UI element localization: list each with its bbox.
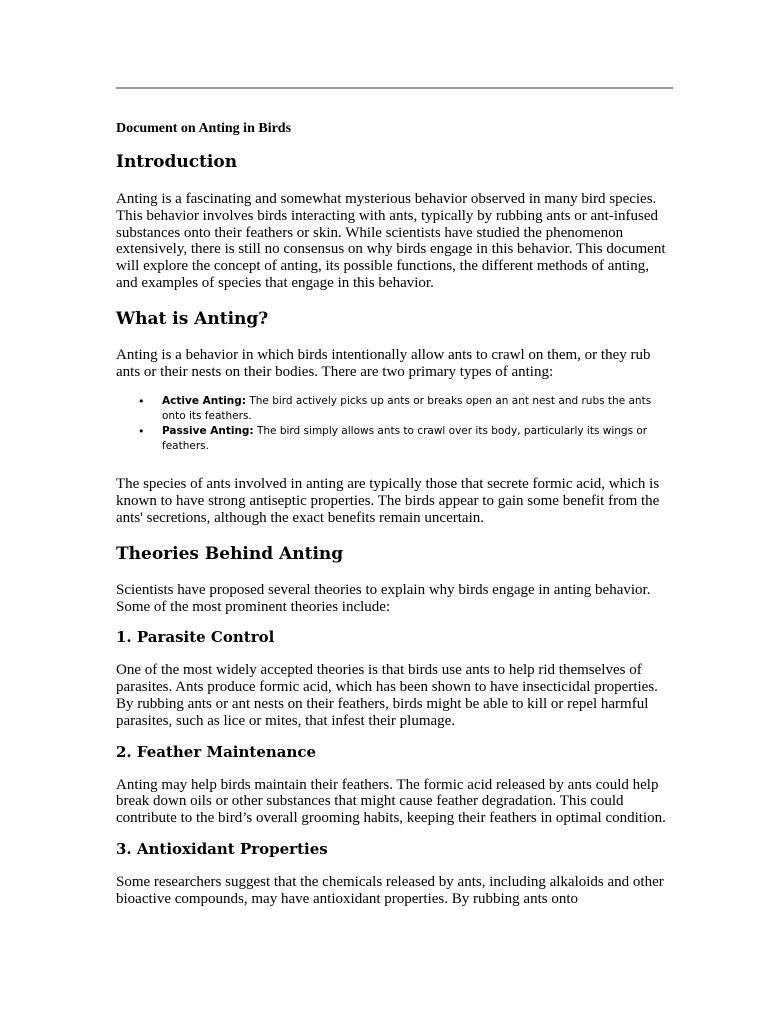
ant-species-paragraph: The species of ants involved in anting are typically those that secrete formic acid, which is known to have strong antiseptic properties. The birds appear to gain some benefit from the ants' secretions, although the exact benefits remain uncertain.	[116, 476, 660, 526]
subsection-heading-parasite-control: 1. Parasite Control	[116, 628, 275, 647]
document-title: Document on Anting in Birds	[116, 121, 292, 136]
subsection-heading-antioxidant-properties: 3. Antioxidant Properties	[116, 839, 328, 858]
antioxidant-properties-paragraph: Some researchers suggest that the chemicals released by ants, including alkaloids and other bioactive compounds, may have antioxidant properties. By rubbing ants onto	[116, 873, 664, 907]
list-item-term: Active Anting:	[162, 395, 246, 408]
anting-types-list	[116, 394, 673, 454]
document-body	[116, 87, 673, 908]
what-is-anting-paragraph: Anting is a behavior in which birds intentionally allow ants to crawl on them, or they rub ants or their nests on their bodies. There are two primary types of anting:	[116, 346, 651, 380]
introduction-paragraph: Anting is a fascinating and somewhat mysterious behavior observed in many bird species. This behavior involves birds interacting with ants, typically by rubbing ants or ant-infused substances onto their feathers or skin. While scientists have studied the phenomenon extensively, there is still no consensus on why birds engage in this behavior. This document will explore the concept of anting, its possible functions, the different methods of anting, and examples of species that engage in this behavior.	[116, 191, 666, 291]
feather-maintenance-paragraph: Anting may help birds maintain their feathers. The formic acid released by ants could help break down oils or other substances that might cause feather degradation. This could contribute to the bird’s overall grooming habits, keeping their feathers in optimal condition.	[116, 776, 666, 827]
theories-intro-paragraph: Scientists have proposed several theories to explain why birds engage in anting behavior. Some of the most prominent theories include:	[116, 581, 651, 615]
list-item-active-anting	[138, 394, 673, 424]
bullet-icon: •	[138, 425, 145, 439]
section-heading-theories: Theories Behind Anting	[116, 543, 344, 564]
top-rule-divider	[116, 87, 673, 89]
section-heading-introduction: Introduction	[116, 152, 238, 172]
parasite-control-paragraph: One of the most widely accepted theories is that birds use ants to help rid themselves of parasites. Ants produce formic acid, which has been shown to have insecticidal properties. By rubbing ants or ant nests on their feathers, birds might be able to kill or repel harmful parasites, such as lice or mites, that infest their plumage.	[116, 662, 658, 729]
bullet-icon: •	[138, 395, 145, 409]
section-heading-what-is-anting: What is Anting?	[116, 308, 269, 329]
list-item-passive-anting	[138, 424, 673, 454]
list-item-text: The bird actively picks up ants or breaks open an ant nest and rubs the ants onto its feathers.	[162, 395, 652, 423]
list-item-text: The bird simply allows ants to crawl over its body, particularly its wings or feathers.	[162, 425, 648, 453]
subsection-heading-feather-maintenance: 2. Feather Maintenance	[116, 742, 317, 761]
list-item-term: Passive Anting:	[162, 425, 254, 438]
